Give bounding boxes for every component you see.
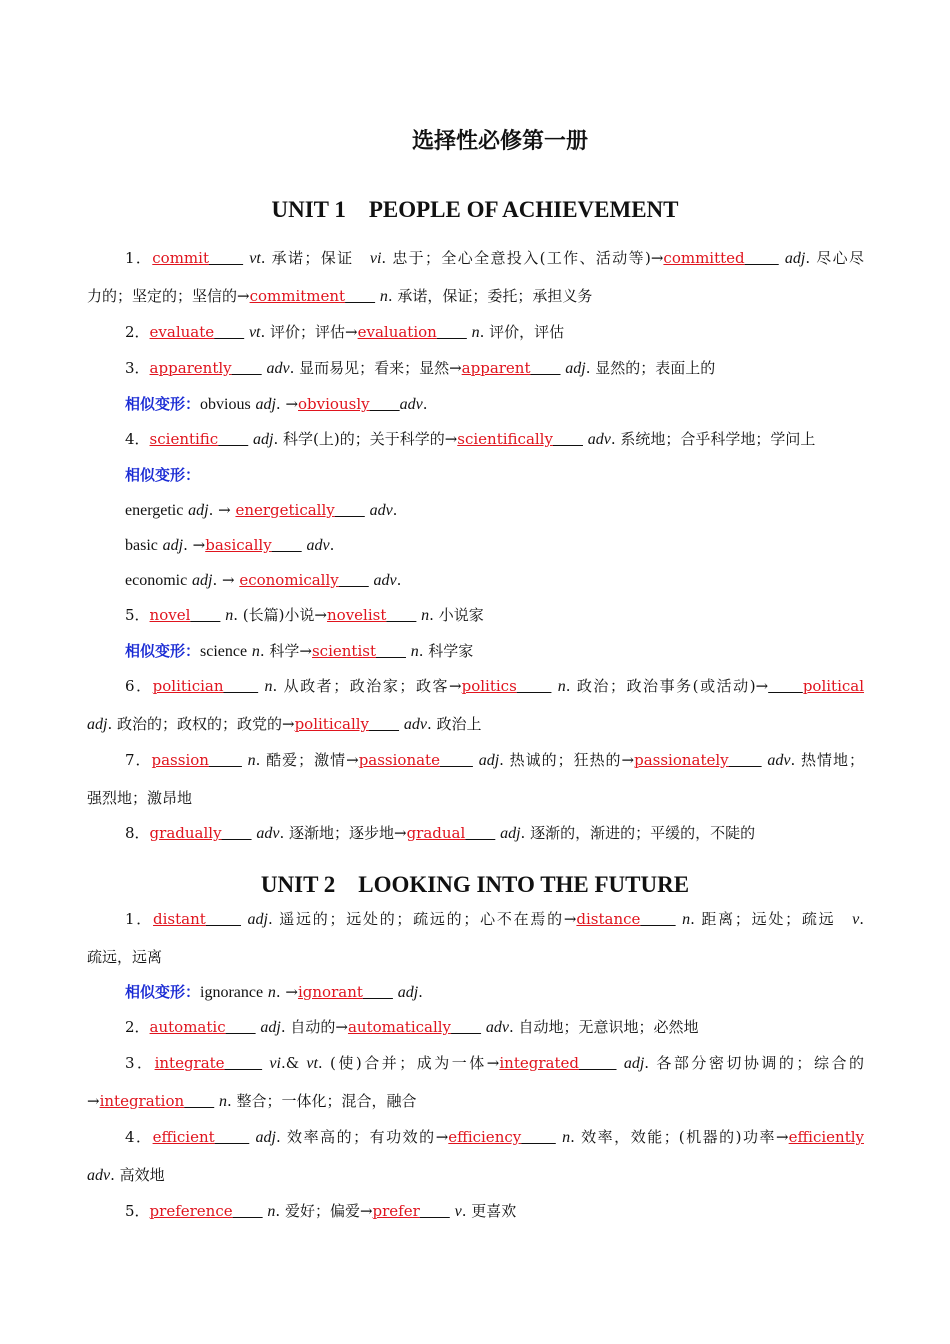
variant-label: 相似变形： [125, 466, 201, 484]
answer-novelist: novelist [327, 606, 387, 624]
answer-gradual: gradual [406, 824, 466, 842]
answer-apparent: apparent [461, 359, 531, 377]
u1-variant-3: 相似变形：science n. 科学→scientist n. 科学家 [125, 642, 474, 660]
u1-item-3: 3．apparently adv. 显而易见；看来；显然→apparent adj. 显然的；表面上的 [125, 359, 716, 377]
u2-item-4-line-1: 4．efficient adj. 效率高的；有功效的→efficiency n. 效率，效能；(机器的)功率→efficiently [125, 1128, 864, 1146]
u1-variant-energetic: energetic adj. → energetically adv. [125, 501, 398, 519]
u1-item-1-line-2: 力的；坚定的；坚信的→commitment n. 承诺，保证；委托；承担义务 [87, 287, 593, 305]
answer-commitment: commitment [249, 287, 346, 305]
answer-integrated: integrated [499, 1054, 579, 1072]
u2-item-1-line-1: 1．distant adj. 遥远的；远处的；疏远的；心不在焉的→distance n. 距离；远处；疏远 v. [125, 910, 864, 928]
answer-efficiently: efficiently [788, 1128, 864, 1146]
answer-passionate: passionate [358, 751, 440, 769]
variant-label: 相似变形： [125, 983, 201, 1001]
u1-variant-basic: basic adj. →basically adv. [125, 536, 335, 554]
u1-item-5: 5．novel n. (长篇)小说→novelist n. 小说家 [125, 606, 484, 624]
answer-politician: politician [152, 677, 224, 695]
answer-distant: distant [153, 910, 206, 928]
u1-item-1-line-1: 1．commit vt. 承诺；保证 vi. 忠于；全心全意投入(工作、活动等)→committed adj. 尽心尽 [125, 249, 864, 267]
u1-item-6-line-1: 6．politician n. 从政者；政治家；政客→politics n. 政治；政治事务(或活动)→ political [125, 677, 865, 695]
u1-variant-1: 相似变形：obvious adj. →obviously adv. [125, 395, 428, 413]
u2-item-3-line-1: 3．integrate vi.& vt. (使)合并；成为一体→integrated adj. 各部分密切协调的；综合的 [125, 1054, 864, 1072]
answer-passionately: passionately [634, 751, 729, 769]
answer-evaluate: evaluate [149, 323, 215, 341]
u2-item-4-line-2: adv. 高效地 [87, 1166, 165, 1184]
u2-variant-1: 相似变形：ignorance n. →ignorant adj. [125, 983, 423, 1001]
answer-apparently: apparently [149, 359, 232, 377]
answer-preference: preference [149, 1202, 233, 1220]
u1-item-6-line-2: adj. 政治的；政权的；政党的→politically adv. 政治上 [87, 715, 482, 733]
answer-committed: committed [663, 249, 745, 267]
answer-basically: basically [205, 536, 272, 554]
answer-commit: commit [152, 249, 209, 267]
answer-prefer: prefer [372, 1202, 420, 1220]
answer-automatic: automatic [149, 1018, 226, 1036]
u1-item-7-line-1: 7．passion n. 酷爱；激情→passionate adj. 热诚的；狂热的→passionately adv. 热情地； [125, 751, 864, 769]
u2-item-3-line-2: →integration n. 整合；一体化；混合，融合 [87, 1092, 417, 1110]
u1-variant-economic: economic adj. → economically adv. [125, 571, 402, 589]
answer-automatically: automatically [347, 1018, 452, 1036]
variant-label: 相似变形： [125, 642, 201, 660]
answer-scientifically: scientifically [457, 430, 553, 448]
answer-scientist: scientist [311, 642, 376, 660]
answer-energetically: energetically [235, 501, 335, 519]
answer-politics: politics [461, 677, 517, 695]
answer-gradually: gradually [149, 824, 222, 842]
answer-novel: novel [149, 606, 191, 624]
answer-politically: politically [294, 715, 370, 733]
answer-obviously: obviously [298, 395, 370, 413]
u1-item-7-line-2: 强烈地；激昂地 [87, 789, 193, 807]
u1-item-2: 2．evaluate vt. 评价；评估→evaluation n. 评价，评估 [125, 323, 565, 341]
unit-2-heading: UNIT 2 LOOKING INTO THE FUTURE [260, 872, 690, 897]
answer-political: political [802, 677, 865, 695]
u1-item-4: 4．scientific adj. 科学(上)的；关于科学的→scientifically adv. 系统地；合乎科学地；学问上 [125, 430, 816, 448]
answer-efficiency: efficiency [448, 1128, 522, 1146]
u2-item-5: 5．preference n. 爱好；偏爱→prefer v. 更喜欢 [125, 1202, 517, 1220]
answer-economically: economically [239, 571, 339, 589]
answer-evaluation: evaluation [357, 323, 437, 341]
answer-scientific: scientific [149, 430, 219, 448]
answer-integrate: integrate [154, 1054, 225, 1072]
u1-item-8: 8．gradually adv. 逐渐地；逐步地→gradual adj. 逐渐的，渐进的；平缓的，不陡的 [125, 824, 756, 842]
answer-distance: distance [576, 910, 641, 928]
answer-passion: passion [151, 751, 209, 769]
answer-ignorant: ignorant [297, 983, 363, 1001]
answer-efficient: efficient [152, 1128, 215, 1146]
u2-item-1-line-2: 疏远，远离 [87, 948, 163, 966]
answer-integration: integration [99, 1092, 185, 1110]
variant-label: 相似变形： [125, 395, 201, 413]
u2-item-2: 2．automatic adj. 自动的→automatically adv. 自动地；无意识地；必然地 [125, 1018, 699, 1036]
unit-1-heading: UNIT 1 PEOPLE OF ACHIEVEMENT [271, 197, 679, 222]
page-title: 选择性必修第一册 [411, 129, 588, 154]
u1-variant-2-label [125, 464, 864, 486]
